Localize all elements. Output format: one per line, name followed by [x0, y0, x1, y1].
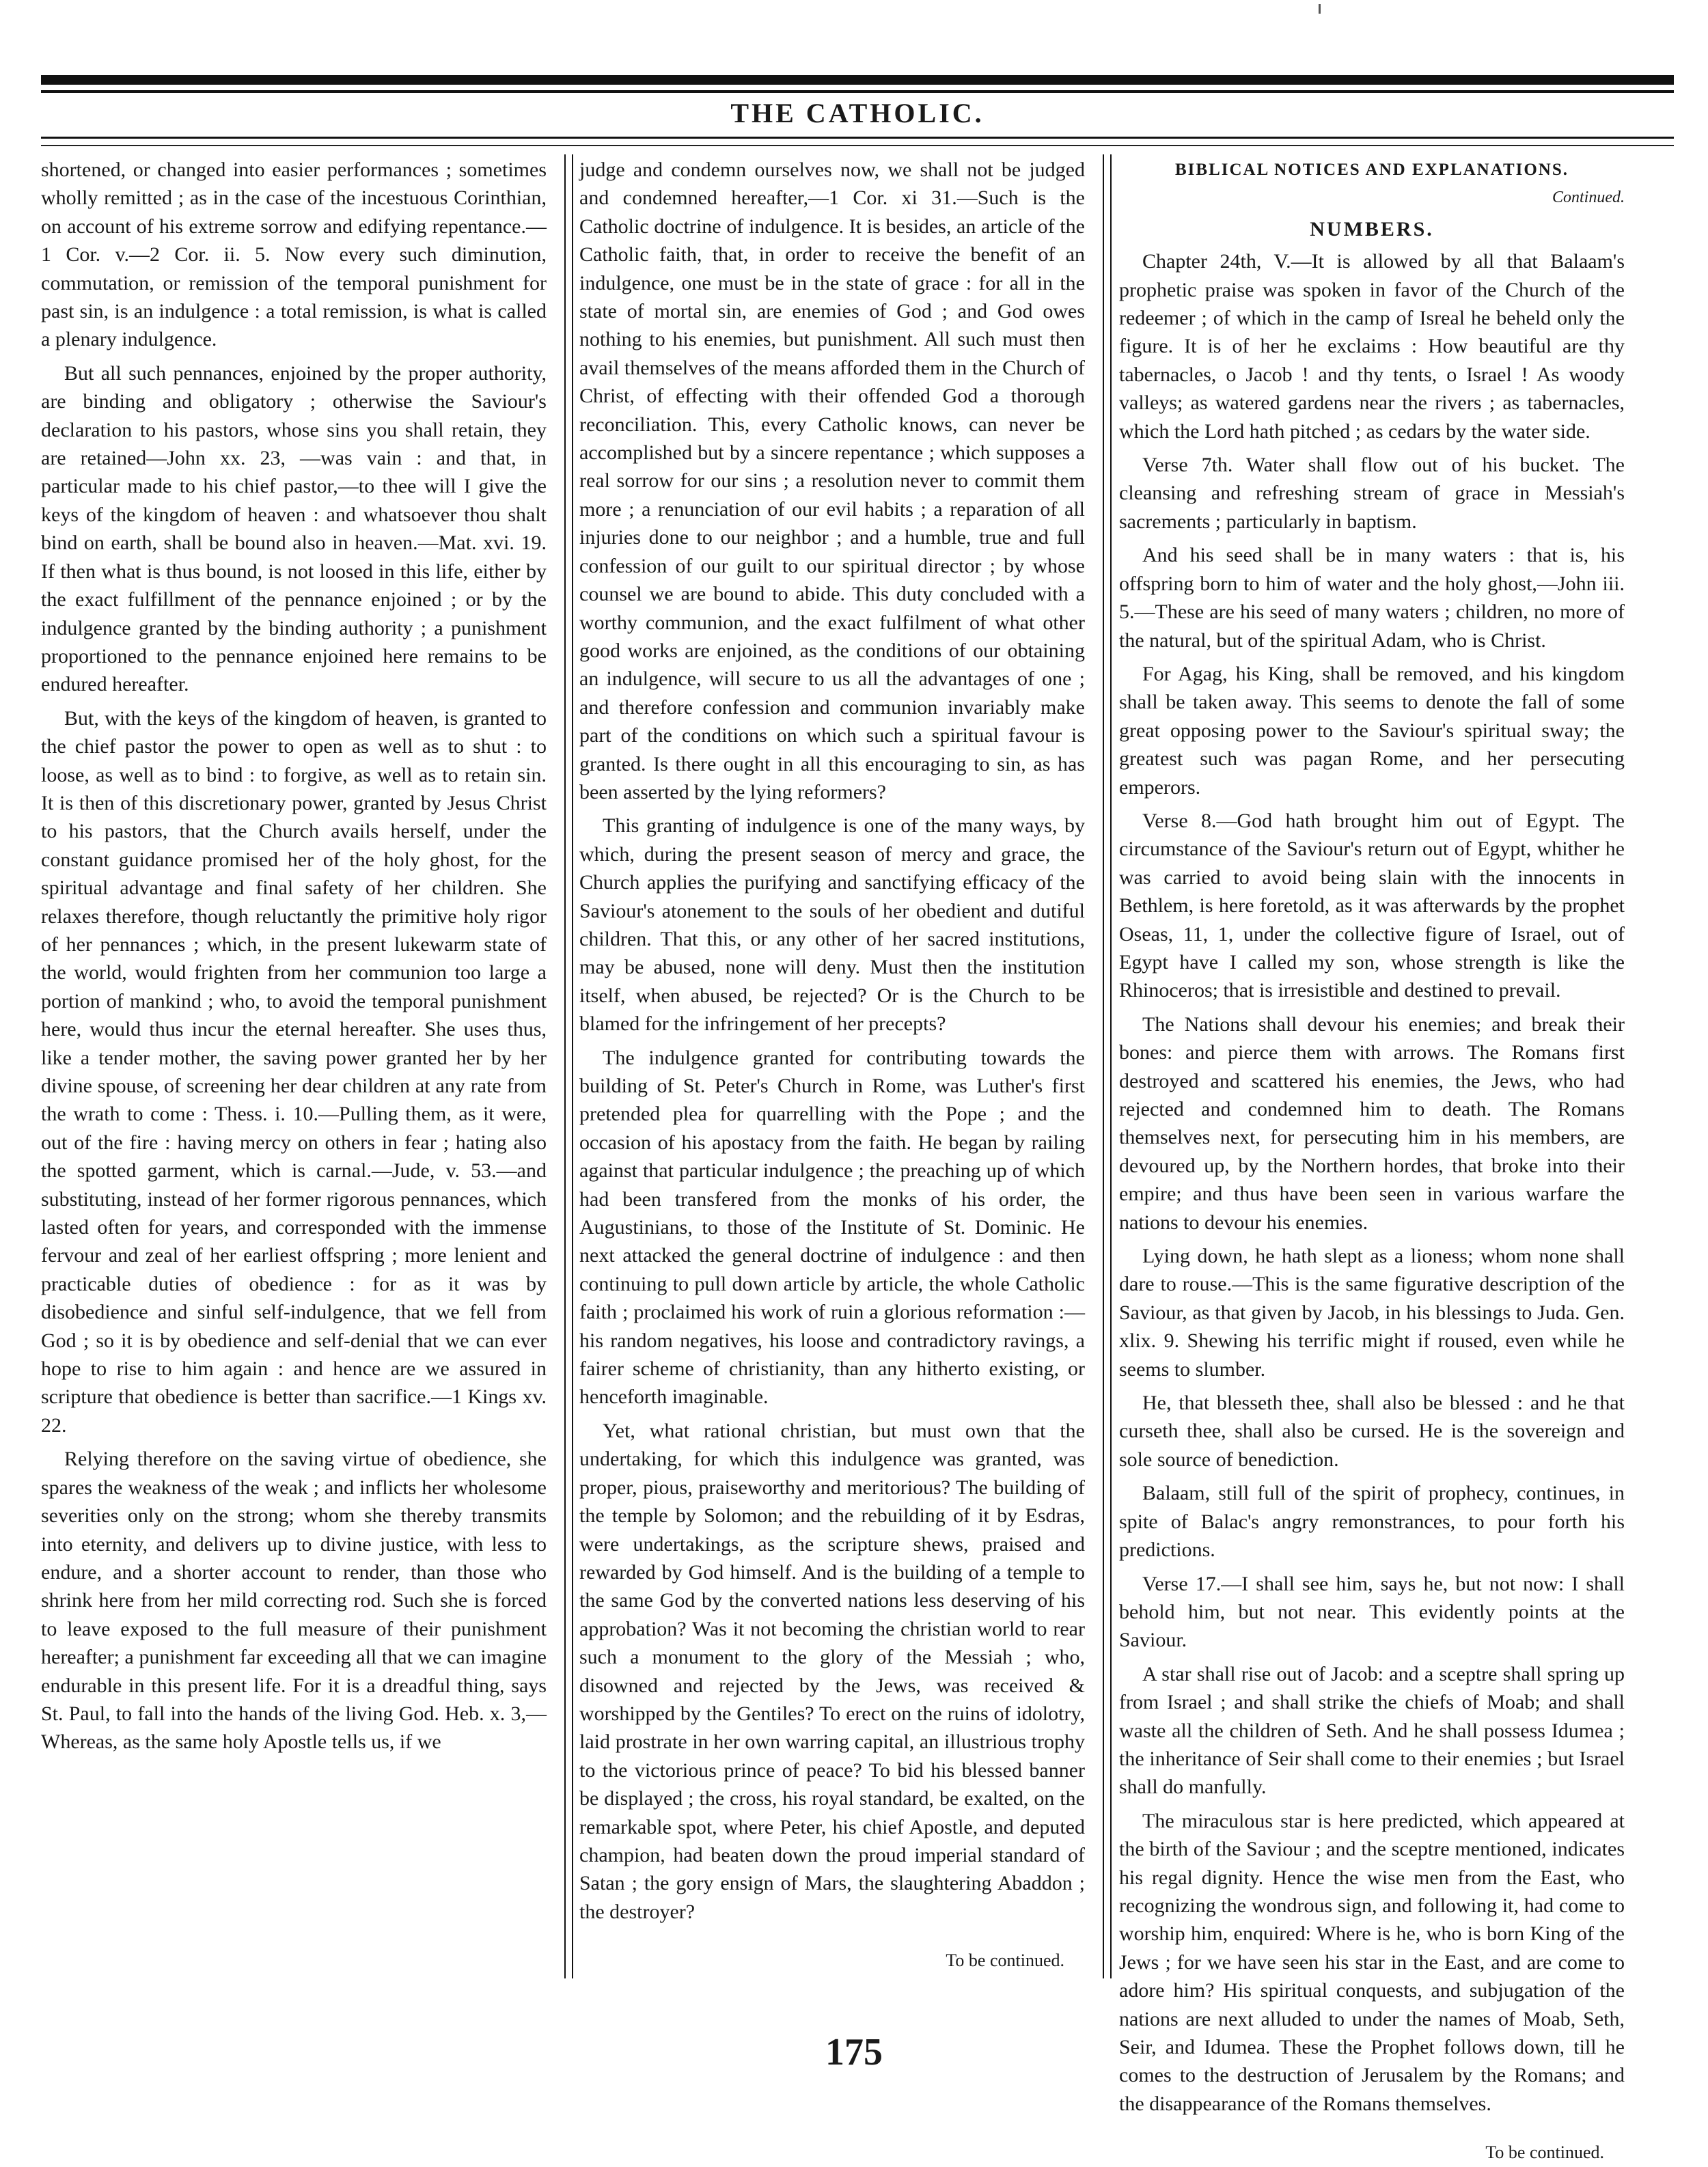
top-thin-rule — [41, 90, 1674, 93]
running-head — [41, 94, 1674, 139]
paragraph: Balaam, still full of the spirit of prophecy, continues, in spite of Balac's angry remonstrances, to pour forth his predictions. — [1119, 1482, 1625, 1562]
column-divider — [564, 154, 573, 1978]
paragraph: Yet, what rational christian, but must own that the undertaking, for which this indulgence was granted, was proper, pious, praiseworthy and meritorious? The building of the temple by Solomon; and the rebuilding of it by Esdras, were undertakings, as the scripture shews, praised and rewarded by God himself. And is the building of a temple to the same God by the converted nations less deserving of his approbation? Was it not becoming the christian world to rear such a monument to the glory of the Messiah ; who, disowned and rejected by the Jews, was received & worshipped by the Gentiles? To erect on the ruins of idolotry, laid prostrate in her own warring capital, an illustrious trophy to the victorious prince of peace? To bid his blessed banner be displayed ; the cross, his royal standard, be exalted, on the remarkable spot, where Peter, his chief Apostle, and deputed champion, had beaten down the proud imperial standard of Satan ; the gory ensign of Mars, the slaughtering Abaddon ; the destroyer? — [579, 1419, 1085, 1923]
paragraph: And his seed shall be in many waters : that is, his offspring born to him of water and the holy ghost,—John iii. 5.—These are his seed of many waters ; children, no more of the natural, but of the spiritual Adam, who is Christ. — [1119, 544, 1625, 652]
paragraph: Verse 7th. Water shall flow out of his bucket. The cleansing and refreshing stream of grace in Messiah's sacrements ; particularly in baptism. — [1119, 454, 1625, 533]
column-1 — [41, 156, 547, 1976]
page-title: THE CATHOLIC. — [730, 98, 984, 128]
paragraph: The indulgence granted for contributing towards the building of St. Peter's Church in Rome, was Luther's first pretended plea for quarrelling with the Pope ; and the occasion of his apostacy from the faith. He began by railing against that particular indulgence ; the preaching up of which had been transfered from the monks of his order, the Augustinians, to those of the Institute of St. Dominic. He next attacked the general doctrine of indulgence : and then continuing to pull down article by article, the whole Catholic faith ; proclaimed his work of ruin a glorious reformation :—his random negatives, his loose and contradictory ravings, a fairer scheme of christianity, than any hitherto existing, or henceforth imaginable. — [579, 1046, 1085, 1409]
paragraph: judge and condemn ourselves now, we shall not be judged and condemned hereafter,—1 Cor. xi 31.—Such is the Catholic doctrine of indulgence. It is besides, an article of the Catholic faith, that, in order to receive the benefit of an indulgence, one must be in the state of grace : for all in the state of mortal sin, are enemies of God ; and God owes nothing to his enemies, but punishment. All such must then avail themselves of the means afforded them in the Church of Christ, of effecting with their offended God a thorough reconciliation. This, every Catholic knows, can never be accomplished but by a sincere repentance ; which supposes a real sorrow for our sins ; a resolution never to commit them more ; a renunciation of our evil habits ; a reparation of all injuries done to our neighbor ; and a humble, true and full confession of our guilt to our spiritual director ; by whose counsel we are bound to abide. This duty concluded with a worthy communion, and the exact fulfilment of what other good works are enjoined, as the conditions of our obtaining an indulgence, will secure to us all the advantages of one ; and therefore confession and communion invariably make part of the conditions on which such a spiritual favour is granted. Is there ought in all this encouraging to sin, as has been asserted by the lying reformers? — [579, 158, 1085, 803]
section-title: BIBLICAL NOTICES AND EXPLANATIONS. — [1175, 161, 1569, 179]
paragraph: But all such pennances, enjoined by the proper authority, are binding and obligatory ; otherwise the Saviour's declaration to his pastors, whose sins you shall retain, they are retained—John xx. 23, —was vain : and that, in particular made to his chief pastor,—to thee will I give the keys of the kingdom of heaven : and whatsoever thou shalt bind on earth, shall be bound also in heaven.—Mat. xvi. 19. If then what is thus bound, is not loosed in this life, either by the exact fulfillment of the pennance enjoined ; or by the indulgence granted by the binding authority ; a punishment proportioned to the pennance enjoined here remains to be endured hereafter. — [41, 361, 547, 696]
paragraph: This granting of indulgence is one of the many ways, by which, during the present season of mercy and grace, the Church applies the purifying and sanctifying efficacy of the Saviour's atonement to the souls of her obedient and dutiful children. That this, or any other of her sacred institutions, may be abused, none will deny. Must then the institution itself, when abused, be rejected? Or is the Church to be blamed for the infringement of her precepts? — [579, 814, 1085, 1036]
paragraph: For Agag, his King, shall be removed, and his kingdom shall be taken away. This seems to denote the fall of some great opposing power to the Saviour's spiritual sway; the greatest such was pagan Rome, and her persecuting emperors. — [1119, 662, 1625, 799]
paragraph: A star shall rise out of Jacob: and a sceptre shall spring up from Israel ; and shall strike the chiefs of Moab; and shall waste all the children of Seth. And he shall possess Idumea ; the inheritance of Seir shall come to their enemies ; but Israel shall do manfully. — [1119, 1662, 1625, 1799]
column-2 — [579, 156, 1085, 1976]
column-3 — [1119, 156, 1625, 2163]
column-divider — [1103, 154, 1112, 1978]
paragraph: The miraculous star is here predicted, which appeared at the birth of the Saviour ; and the sceptre mentioned, indicates his regal dignity. Hence the wise men from the East, who recognizing the wondrous sign, and following it, had come to worship him, enquired: Where is he, who is born King of the Jews ; for we have seen his star in the East, and are come to adore him? His spiritual conquests, and subjugation of the nations are next alluded to under the names of Moab, Seth, Seir, and Idumea. These the Prophet follows down, till he comes to the destruction of Jerusalem by the Romans; and the disappearance of the Romans themselves. — [1119, 1809, 1625, 2115]
paragraph: The Nations shall devour his enemies; and break their bones: and pierce them with arrows. The Romans first destroyed and scattered his enemies, the Jews, who had rejected and condemned him to death. The Romans themselves next, for persecuting him in his members, are devoured up, by the Northern hordes, that broke into their empire; and thus have been seen in various warfare the nations to devour his enemies. — [1119, 1012, 1625, 1234]
paragraph: Lying down, he hath slept as a lioness; whom none shall dare to rouse.—This is the same figurative description of the Saviour, as that given by Jacob, in his blessings to Juda. Gen. xlix. 9. Shewing his terrific might if roused, even while he seems to slumber. — [1119, 1245, 1625, 1381]
to-be-continued: To be continued. — [1485, 2142, 1604, 2163]
book-title: NUMBERS. — [1310, 217, 1434, 240]
paragraph: Verse 8.—God hath brought him out of Egypt. The circumstance of the Saviour's return out of Egypt, whither he was carried to avoid being slain with the innocents in Bethlem, is here foretold, as it was afterwards by the prophet Oseas, 11, 1, under the collective figure of Israel, out of Egypt have I called my son, whose strength is like the Rhinoceros; that is irresistible and destined to prevail. — [1119, 809, 1625, 1002]
paragraph: Verse 17.—I shall see him, says he, but not now: I shall behold him, but not near. This evidently points at the Saviour. — [1119, 1572, 1625, 1652]
continued-label: Continued. — [1552, 189, 1625, 207]
print-speck — [1319, 4, 1321, 14]
page-number: 175 — [825, 2031, 883, 2073]
paragraph: But, with the keys of the kingdom of heaven, is granted to the chief pastor the power to open as well as to shut : to loose, as well as to bind : to forgive, as well as to retain sin. It is then of this discretionary power, granted by Jesus Christ to his pastors, that the Church avails herself, under the constant guidance promised her of the holy ghost, for the spiritual advantage and final safety of her children. She relaxes therefore, though reluctantly the primitive holy rigor of her pennances ; which, in the present lukewarm state of the world, would frighten from her communion too large a portion of mankind ; who, to avoid the temporal punishment here, would thus incur the eternal hereafter. She uses thus, like a tender mother, the saving power granted her by her divine spouse, of screening her dear children at any rate from the wrath to come : Thess. i. 10.—Pulling them, as it were, out of the fire : having mercy on others in fear ; hating also the spotted garment, which is carnal.—Jude, v. 53.—and substituting, instead of her former rigorous pennances, which lasted often for years, and corresponded with the immense fervour and zeal of her earliest offspring ; more lenient and practicable duties of obedience : for as it was by disobedience and sinful self-indulgence, that we fell from God ; so it is by obedience and self-denial that we can ever hope to rise to him again : and hence are we assured in scripture that obedience is better than sacrifice.—1 Kings xv. 22. — [41, 706, 547, 1437]
paragraph: Relying therefore on the saving virtue of obedience, she spares the weakness of the weak ; and inflicts her wholesome severities only on the strong; whom she thereby transmits into eternity, and delivers up to divine justice, with less to endure, and a shorter account to render, than those who shrink here from her mild correcting rod. Such she is forced to leave exposed to the full measure of their punishment hereafter; a punishment far exceeding all that we can imagine endurable in this present life. For it is a dreadful thing, says St. Paul, to fall into the hands of the living God. Heb. x. 3,—Whereas, as the same holy Apostle tells us, if we — [41, 1448, 547, 1754]
paragraph: Chapter 24th, V.—It is allowed by all that Balaam's prophetic praise was spoken in favor of the Church of the redeemer ; of which in the camp of Isreal he beheld only the figure. It is of her he exclaims : How beautiful are thy tabernacles, o Jacob ! and thy tents, o Israel ! As woody valleys; as watered gardens near the rivers ; as tabernacles, which the Lord hath pitched ; as cedars by the water side. — [1119, 250, 1625, 443]
paragraph: shortened, or changed into easier performances ; sometimes wholly remitted ; as in the case of the incestuous Corinthian, on account of his extreme sorrow and edifying repentance.—1 Cor. v.—2 Cor. ii. 5. Now every such diminution, commutation, or remission of the temporal punishment for past sin, is an indulgence : a total remission, is what is called a plenary indulgence. — [41, 158, 547, 351]
header-rule — [41, 145, 1674, 146]
paragraph: He, that blesseth thee, shall also be blessed : and he that curseth thee, shall also be cursed. He is the sovereign and sole source of benediction. — [1119, 1392, 1625, 1471]
to-be-continued: To be continued. — [946, 1950, 1064, 1971]
top-thick-rule — [41, 75, 1674, 85]
